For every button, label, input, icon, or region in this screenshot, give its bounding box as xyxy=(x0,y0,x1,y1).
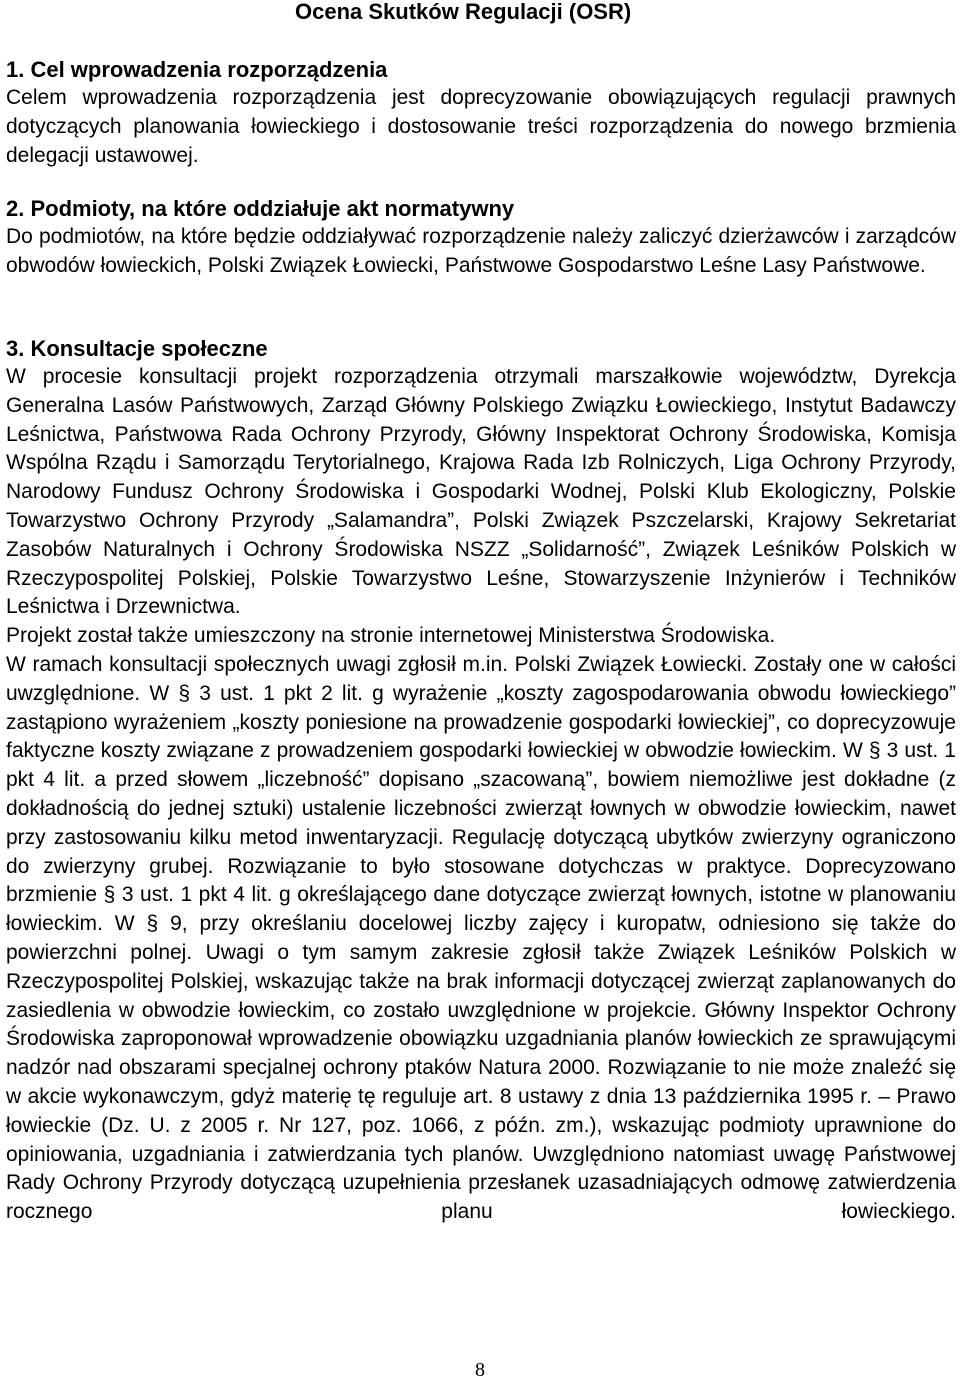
page-number: 8 xyxy=(475,1359,485,1381)
paragraph-purpose: Celem wprowadzenia rozporządzenia jest doprecyzowanie obowiązujących regulacji prawnych dotyczących planowania łowieckiego i dostosowanie treści rozporządzenia do nowego brzmienia delegacji ustawowej. xyxy=(6,86,956,167)
section-heading-affected-entities: 2. Podmioty, na które oddziałuje akt normatywny xyxy=(6,196,515,221)
paragraph-consultation-recipients: W procesie konsultacji projekt rozporządzenia otrzymali marszałkowie województw, Dyrekcja Generalna Lasów Państwowych, Zarząd Główny Polskiego Związku Łowieckiego, Instytut Badawczy Leśnictwa, Państwowa Rada Ochrony Przyrody, Główny Inspektorat Ochrony Środowiska, Komisja Wspólna Rządu i Samorządu Terytorialnego, Krajowa Rada Izb Rolniczych, Liga Ochrony Przyrody, Narodowy Fundusz Ochrony Środowiska i Gospodarki Wodnej, Polski Klub Ekologiczny, Polskie Towarzystwo Ochrony Przyrody „Salamandra”, Polski Związek Pszczelarski, Krajowy Sekretariat Zasobów Naturalnych i Ochrony Środowiska NSZZ „Solidarność”, Związek Leśników Polskich w Rzeczypospolitej Polskiej, Polskie Towarzystwo Leśne, Stowarzyszenie Inżynierów i Techników Leśnictwa i Drzewnictwa. xyxy=(6,365,956,619)
paragraph-affected-entities: Do podmiotów, na które będzie oddziaływać rozporządzenie należy zaliczyć dzierżawców i zarządców obwodów łowieckich, Polski Związek Łowiecki, Państwowe Gospodarstwo Leśne Lasy Państwowe. xyxy=(6,225,956,277)
section-heading-purpose: 1. Cel wprowadzenia rozporządzenia xyxy=(6,57,388,82)
document-title: Ocena Skutków Regulacji (OSR) xyxy=(295,0,632,24)
paragraph-consultation-comments: W ramach konsultacji społecznych uwagi zgłosił m.in. Polski Związek Łowiecki. Zostały one w całości uwzględnione. W § 3 ust. 1 pkt 2 lit. g wyrażenie „koszty zagospodarowania obwodu łowieckiego” zastąpiono wyrażeniem „koszty poniesione na prowadzenie gospodarki łowieckiej”, co doprecyzowuje faktyczne koszty związane z prowadzeniem gospodarki łowieckiej w obwodzie łowieckim. W § 3 ust. 1 pkt 4 lit. a przed słowem „liczebność” dopisano „szacowaną”, bowiem niemożliwe jest dokładne (z dokładnością do jednej sztuki) ustalenie liczebności zwierząt łownych w obwodzie łowieckim, nawet przy zastosowaniu kilku metod inwentaryzacji. Regulację dotyczącą ubytków zwierzyny ograniczono do zwierzyny grubej. Rozwiązanie to było stosowane dotychczas w praktyce. Doprecyzowano brzmienie § 3 ust. 1 pkt 4 lit. g określającego dane dotyczące zwierząt łownych, istotne w planowaniu łowieckim. W § 9, przy określaniu docelowej liczby zajęcy i kuropatw, odniesiono się także do powierzchni polnej. Uwagi o tym samym zakresie zgłosił także Związek Leśników Polskich w Rzeczypospolitej Polskiej, wskazując także na brak informacji dotyczącej zwierząt zaplanowanych do zasiedlenia w obwodzie łowieckim, co zostało uwzględnione w projekcie. Główny Inspektor Ochrony Środowiska zaproponował wprowadzenie obowiązku uzgadniania planów łowieckich ze sprawującymi nadzór nad obszarami specjalnej ochrony ptaków Natura 2000. Rozwiązanie to nie może znaleźć się w akcie wykonawczym, gdyż materię tę reguluje art. 8 ustawy z dnia 13 października 1995 r. – Prawo łowieckie (Dz. U. z 2005 r. Nr 127, poz. 1066, z późn. zm.), wskazując podmioty uprawnione do opiniowania, uzgadniania i zatwierdzania tych planów. Uwzględniono natomiast uwagę Państwowej Rady Ochrony Przyrody dotyczącą uzupełnienia przesłanek uzasadniających odmowę zatwierdzenia rocznego planu łowieckiego. xyxy=(6,652,956,1224)
section-purpose xyxy=(6,56,956,170)
section-public-consultation xyxy=(6,335,956,1227)
paragraph-consultation-website: Projekt został także umieszczony na stronie internetowej Ministerstwa Środowiska. xyxy=(6,624,776,648)
section-affected-entities xyxy=(6,195,956,281)
section-heading-public-consultation: 3. Konsultacje społeczne xyxy=(6,336,268,361)
